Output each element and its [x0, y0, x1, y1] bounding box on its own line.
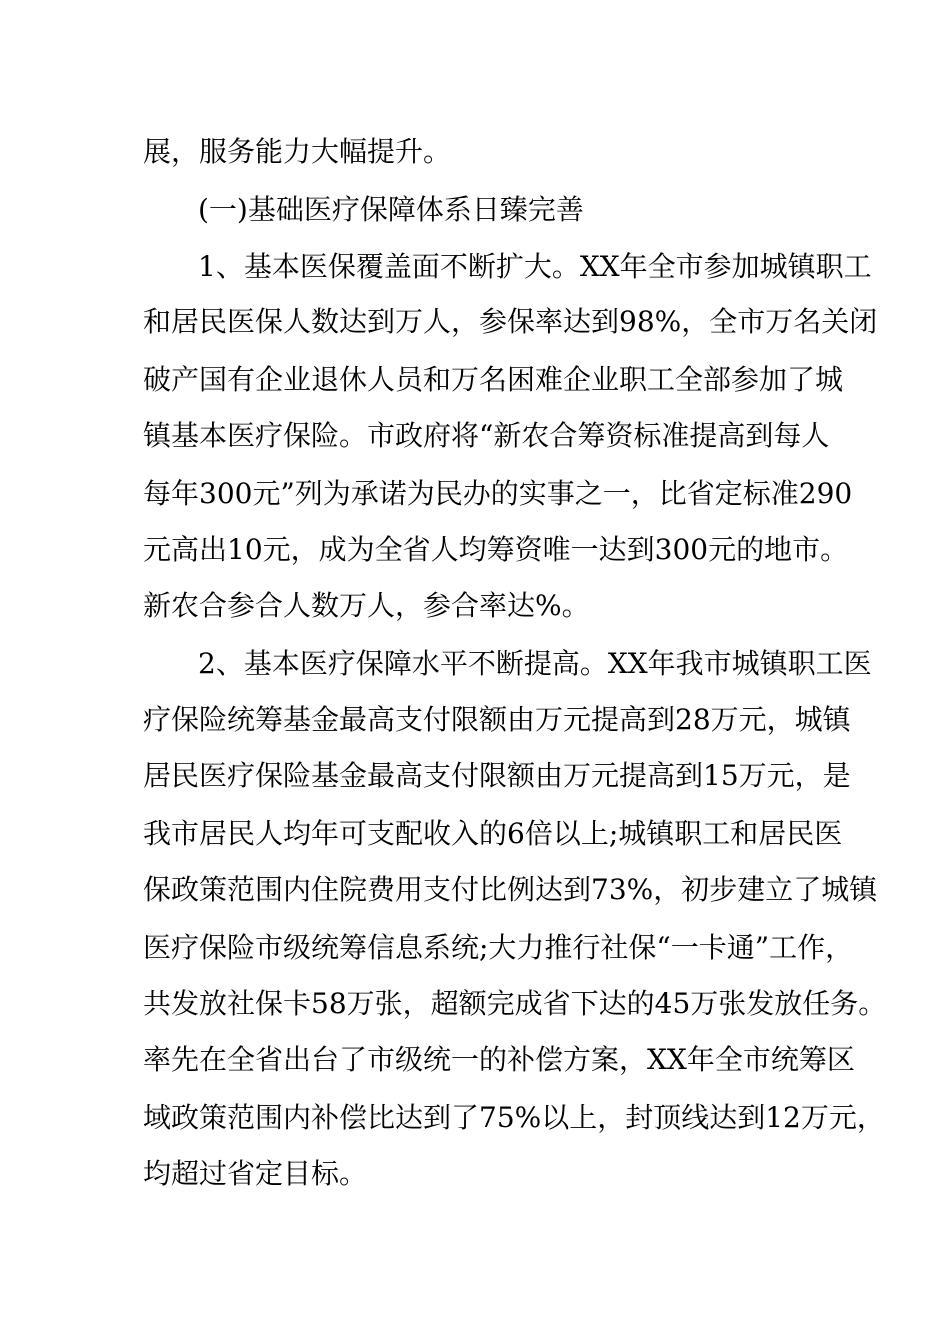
text-line: 率先在全省出台了市级统一的补偿方案，XX年全市统筹区 — [143, 1043, 855, 1076]
text-line: 医疗保险市级统筹信息系统;大力推行社保“一卡通”工作， — [143, 931, 854, 964]
text-line: 均超过省定目标。 — [143, 1157, 368, 1190]
text-line: 共发放社保卡58万张，超额完成省下达的45万张发放任务。 — [143, 987, 887, 1020]
text-line: 每年300元”列为承诺为民办的实事之一，比省定标准290 — [143, 477, 853, 510]
text-line: 和居民医保人数达到万人，参保率达到98%，全市万名关闭 — [143, 305, 878, 338]
text-line: 元高出10元，成为全省人均筹资唯一达到300元的地市。 — [143, 533, 849, 566]
text-line: 展，服务能力大幅提升。 — [143, 135, 452, 168]
text-line: 保政策范围内住院费用支付比例达到73%，初步建立了城镇 — [143, 873, 878, 906]
text-line: 破产国有企业退休人员和万名困难企业职工全部参加了城 — [143, 363, 844, 396]
text-line: 域政策范围内补偿比达到了75%以上，封顶线达到12万元， — [143, 1101, 885, 1134]
text-line: 我市居民人均年可支配收入的6倍以上;城镇职工和居民医 — [143, 817, 843, 850]
text-line: 居民医疗保险基金最高支付限额由万元提高到15万元，是 — [143, 759, 851, 792]
section-heading: (一)基础医疗保障体系日臻完善 — [198, 193, 584, 226]
text-line: 2、基本医疗保障水平不断提高。XX年我市城镇职工医 — [198, 647, 872, 680]
text-line: 镇基本医疗保险。市政府将“新农合筹资标准提高到每人 — [143, 419, 830, 452]
text-line: 疗保险统筹基金最高支付限额由万元提高到28万元，城镇 — [143, 703, 851, 736]
text-line: 1、基本医保覆盖面不断扩大。XX年全市参加城镇职工 — [198, 250, 872, 283]
text-line: 新农合参合人数万人，参合率达%。 — [143, 589, 590, 622]
